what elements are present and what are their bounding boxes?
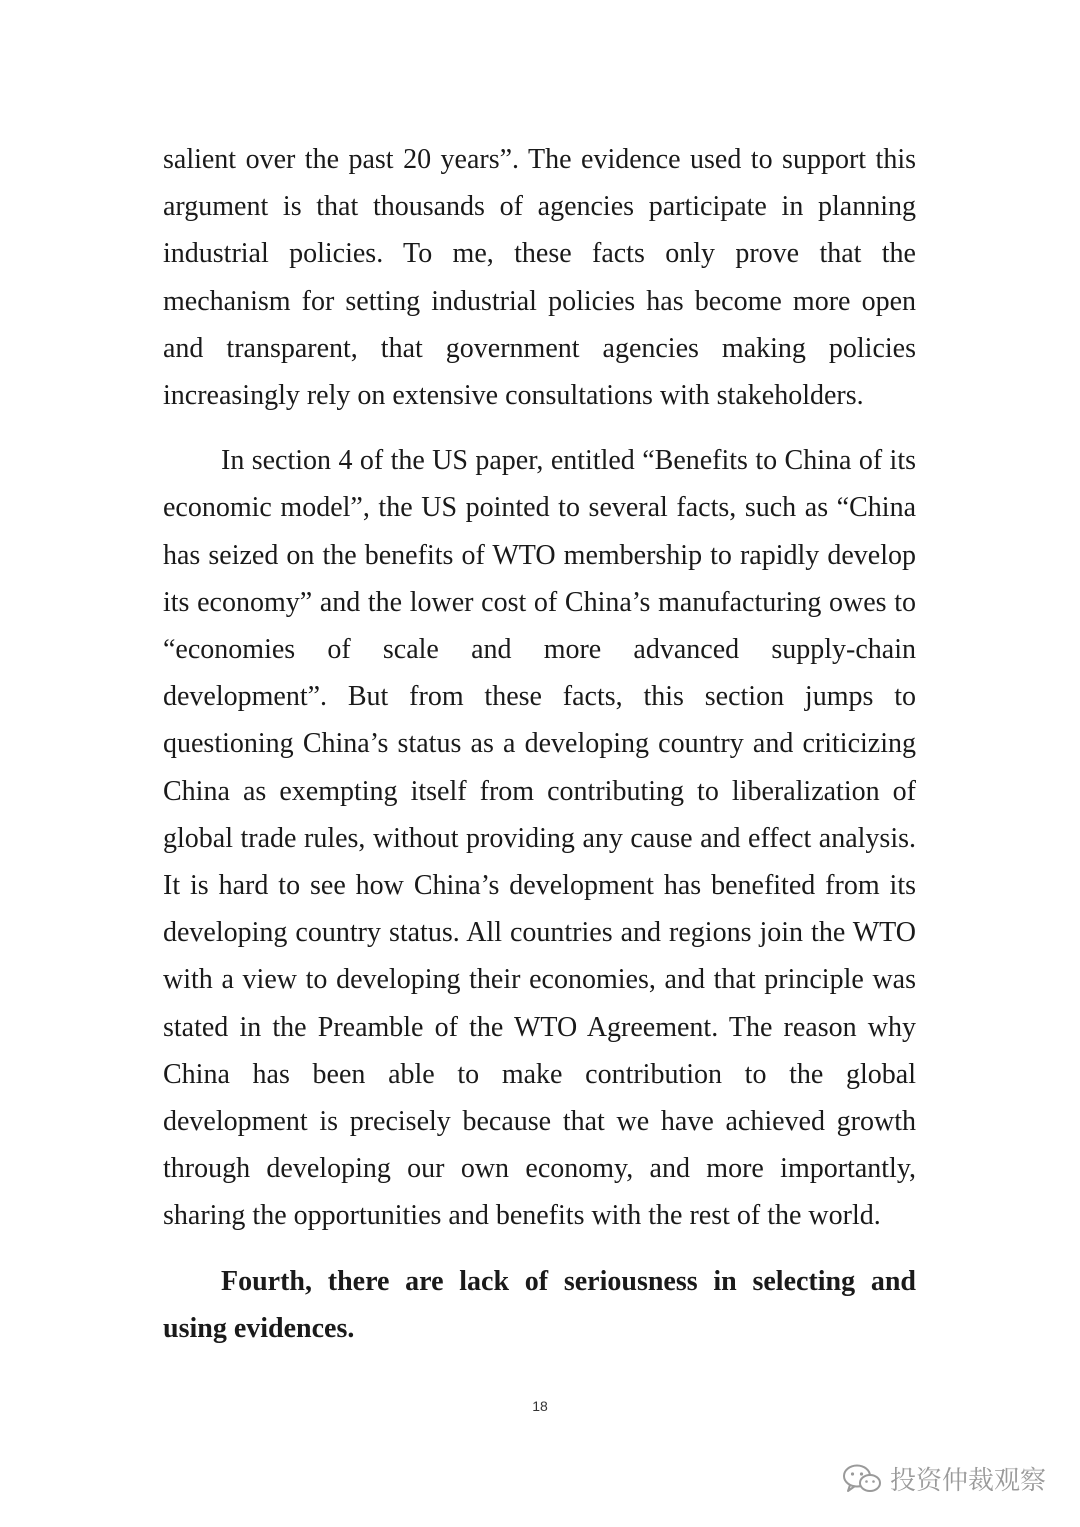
paragraph-section-4: In section 4 of the US paper, entitled “Benefits to China of its economic model”, the US pointed to several facts, such as “China has seized on the benefits of WTO membership to rapidly develop its economy” and the lower cost of China’s manufacturing owes to “economies of scale and more advanced supply-chain development”. But from these facts, this section jumps to questioning China’s status as a developing country and criticizing China as exempting itself from contributing to liberalization of global trade rules, without providing any cause and effect analysis. It is hard to see how China’s development has benefited from its developing country status. All countries and regions join the WTO with a view to developing their economies, and that principle was stated in the Preamble of the WTO Agreement. The reason why China has been able to make contribution to the global development is precisely because that we have achieved growth through developing our own economy, and more importantly, sharing the opportunities and benefits with the rest of the world. bbox=[163, 445, 916, 1232]
page-number: 18 bbox=[532, 1398, 548, 1414]
paragraph-continuation: salient over the past 20 years”. The evidence used to support this argument is that thousands of agencies participate in planning industrial policies. To me, these facts only prove that the mechanism for setting industrial policies has become more open and transparent, that government agencies making policies increasingly rely on extensive consultations with stakeholders. bbox=[163, 144, 916, 412]
wechat-icon bbox=[842, 1463, 882, 1495]
document-body bbox=[163, 136, 916, 1352]
heading-fourth-point: Fourth, there are lack of seriousness in selecting and using evidences. bbox=[163, 1265, 916, 1344]
watermark bbox=[842, 1460, 1046, 1497]
watermark-text: 投资仲裁观察 bbox=[889, 1466, 1046, 1496]
